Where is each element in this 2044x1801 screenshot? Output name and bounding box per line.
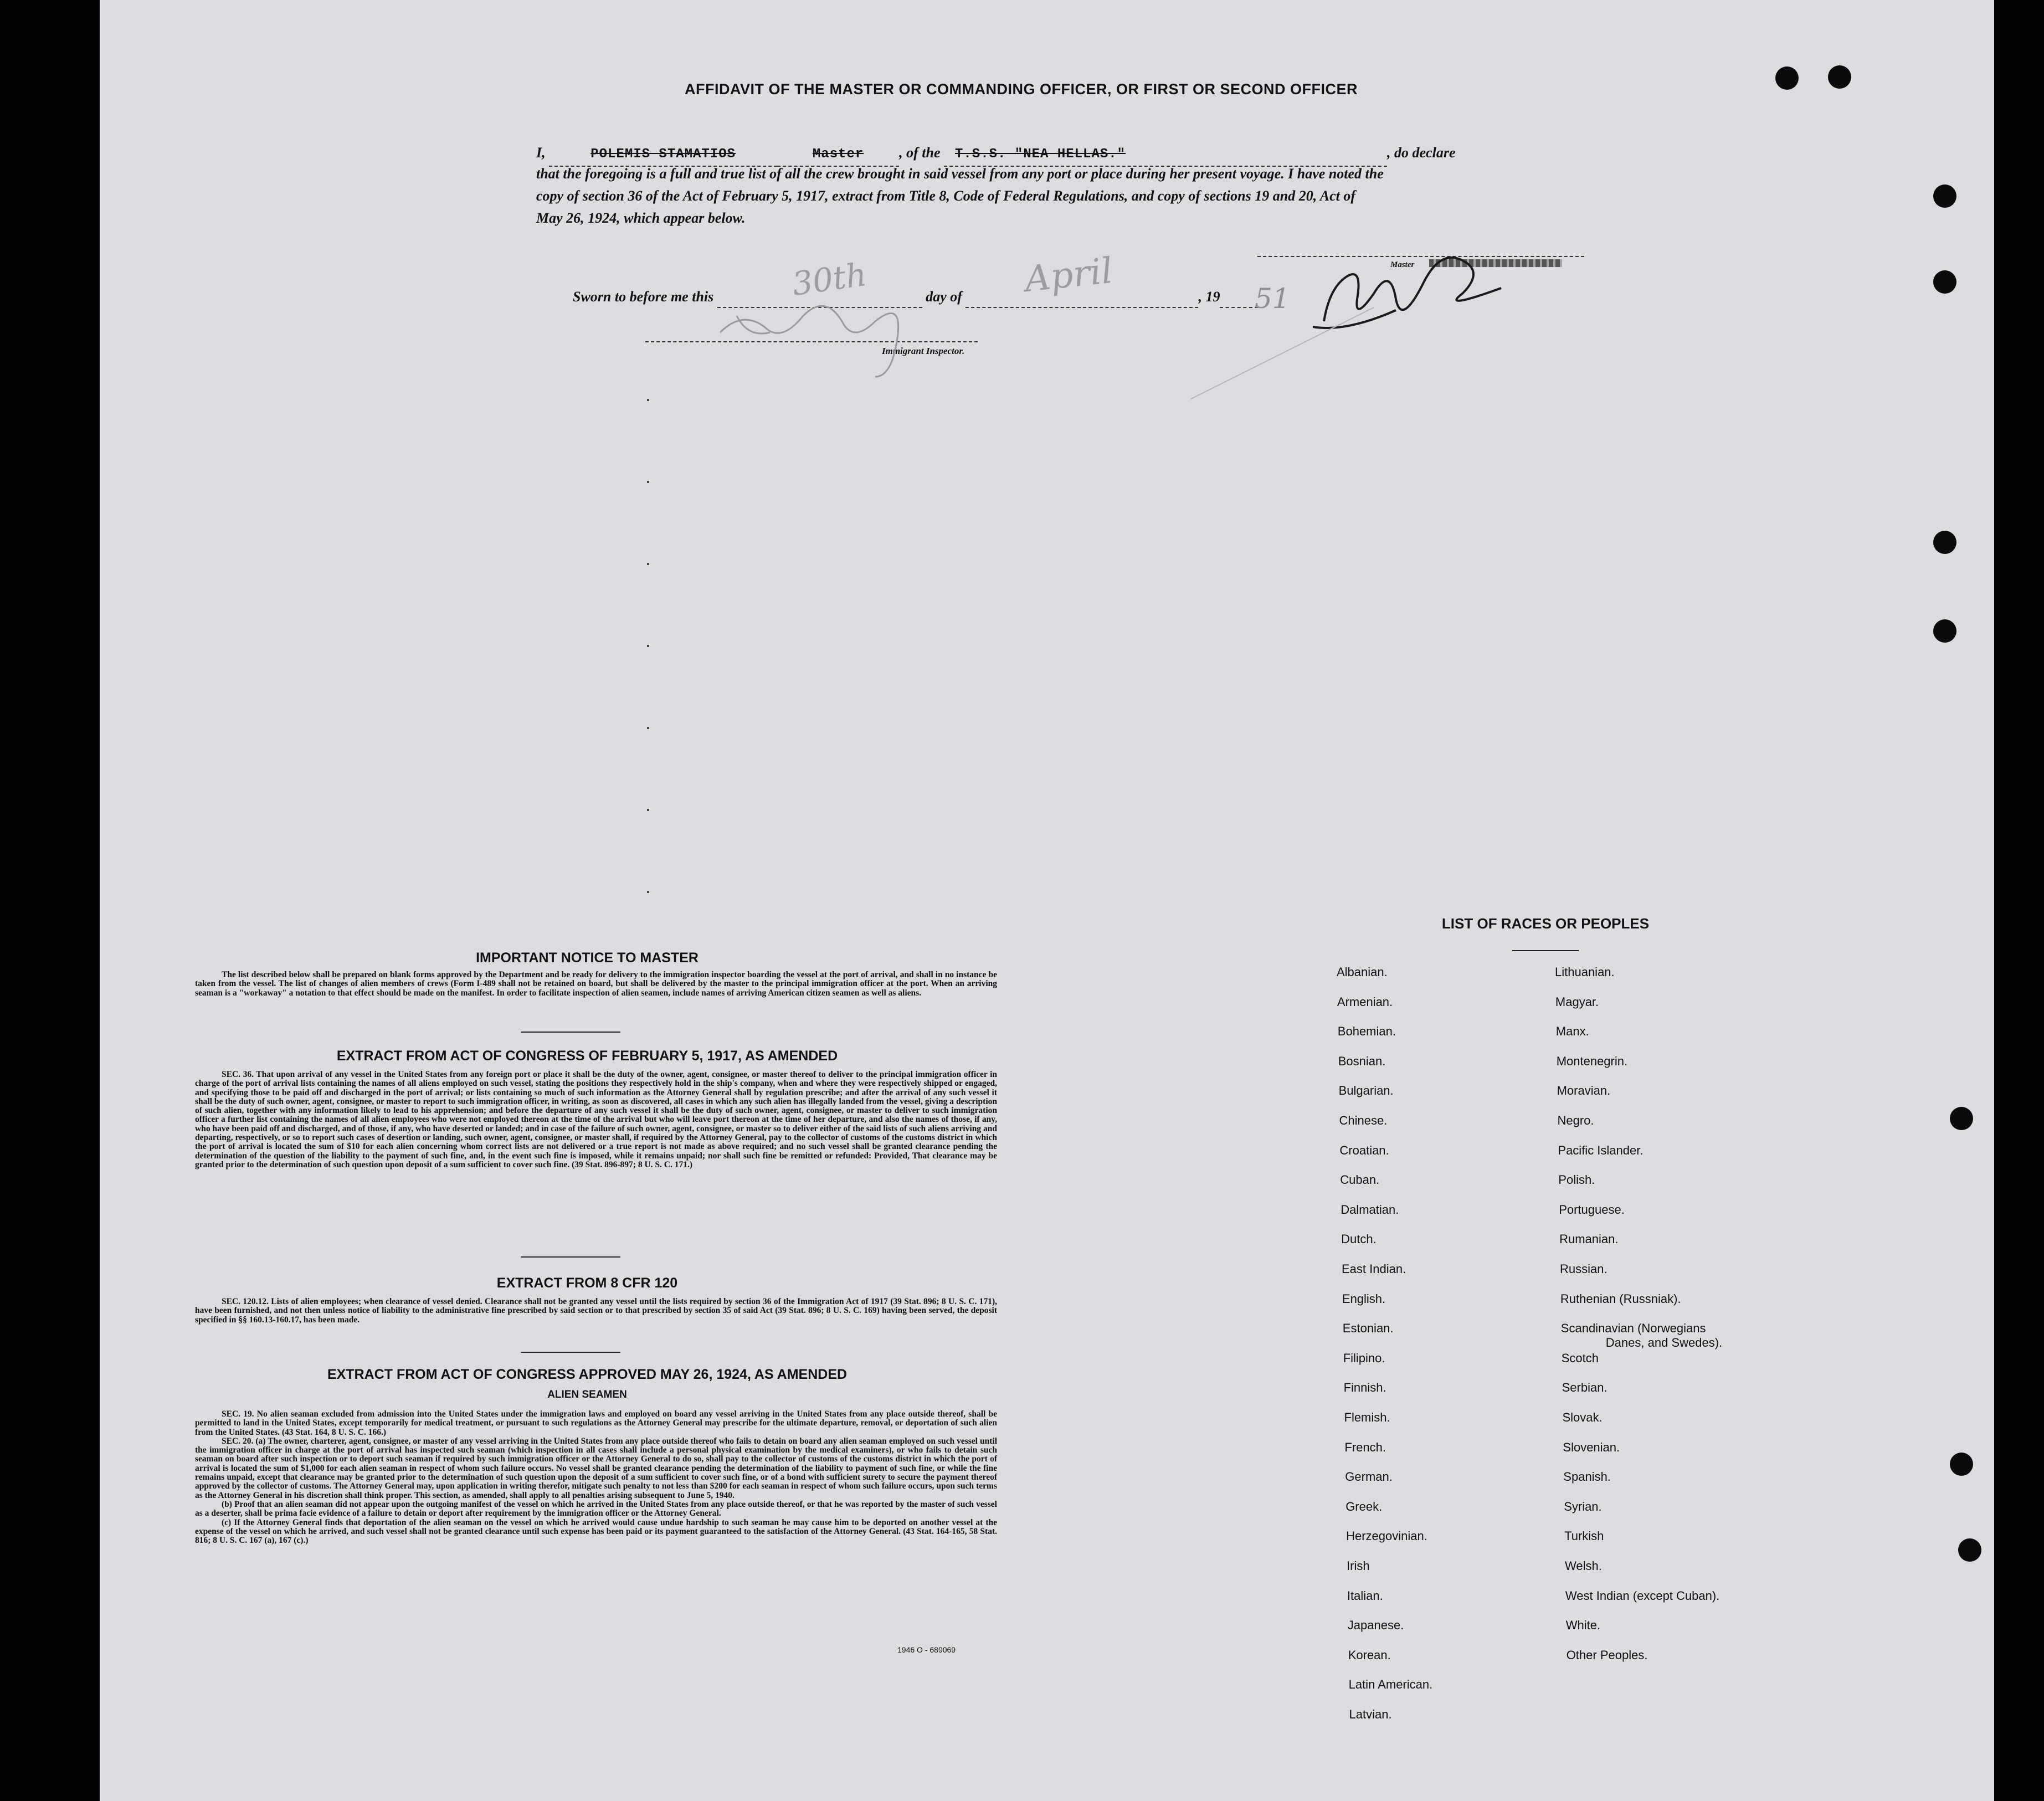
race-item: Pacific Islander. [1558,1143,1644,1157]
race-item: Portuguese. [1559,1202,1625,1217]
race-item: Dutch. [1341,1232,1377,1246]
handwritten-day: 30th [789,255,869,304]
alien-seamen-subtitle: ALIEN SEAMEN [547,1389,627,1400]
section-20c: (c) If the Attorney General finds that deportation of the alien seaman on the vessel on which he arrived would cause undue hardship to such seaman he may cause him to be deported on another vessel at the expense of the vessel on which he arrived, and such vessel shall not be granted clearance until such expense has been paid or its payment guaranteed to the satisfaction of the Attorney General. (43 Stat. 164-165, 58 Stat. 816; 8 U. S. C. 167 (a), 167 (c).) [195,1517,997,1546]
race-item: Scotch [1561,1351,1599,1365]
race-item: Cuban. [1340,1173,1380,1187]
race-item: Manx. [1555,1024,1589,1039]
race-item: Serbian. [1562,1381,1608,1395]
race-item: Negro. [1557,1114,1594,1127]
rank-value: Master [812,147,864,162]
master-name-value: POLEMIS STAMATIOS [590,147,736,162]
race-item: Russian. [1560,1262,1608,1276]
race-item: White. [1565,1618,1601,1633]
race-item: Flemish. [1344,1410,1390,1424]
declaration-body-line: May 26, 1924, which appear below. [536,210,746,226]
extract-1917-title: EXTRACT FROM ACT OF CONGRESS OF FEBRUARY 5, 1917, AS AMENDED [336,1048,838,1064]
race-item: Montenegrin. [1556,1054,1628,1068]
handwritten-year: 51 [1255,283,1290,315]
race-item: Filipino. [1343,1351,1385,1365]
extract-1917-text: SEC. 36. That upon arrival of any vessel in the United States from any foreign port or place it shall be the duty of the owner, agent, consignee, or master thereof to deliver to the principal immigration officer in charge of the port of arrival lists containing the names of all aliens employed on such vessel, stating the positions they respectively hold in the ship's company, when and where they were respectively shipped or engaged, and specifying those to be paid off and discharged in the port of arrival; or lists containing so much of such information as the Attorney General shall by regulation prescribe; and after the arrival of any such vessel it shall be the duty of such owner, agent, consignee, or master to report to such immigration officer, in writing, as soon as discovered, all cases in which any such alien has illegally landed from the vessel, giving a description of such alien, together with any information likely to lead to his apprehension; and before the departure of any such vessel it shall be the duty of such owner, agent, consignee, or master to deliver to such immigration officer a further list containing the names of all alien employees who were not employed thereon at the time of the arrival but who will leave port thereon at the time of her departure, and also the names of those, if any, who have been paid off and discharged, and of those, if any, who have deserted or landed; and in case of the failure of such owner, agent, consignee, or master so to deliver either of the said lists of such aliens arriving and departing, respectively, or so to report such cases of desertion or landing, such owner, agent, consignee, or master shall, if required by the Attorney General, pay to the collector of customs of the customs district in which the port of arrival is located the sum of $10 for each alien concerning whom correct lists are not delivered or a true report is not made as above required; and no such vessel shall be granted clearance pending the determination of the question of the liability to the payment of such fine, and, in the event such fine is imposed, while it remains unpaid; nor shall such fine be remitted or refunded: Provided, That clearance may be granted prior to the determination of such question upon deposit of a sum sufficient to cover such fine. (39 Stat. 896-897; 8 U. S. C. 171.) [195,1070,997,1169]
vessel-name: T.S.S. "NEA HELLAS." [955,147,1126,162]
race-item: Armenian. [1337,994,1393,1009]
do-declare-label: , do declare [1387,145,1456,161]
race-item: Italian. [1347,1588,1383,1603]
master-signature [1313,258,1501,328]
pencil-stroke [1191,307,1374,399]
race-item: Other Peoples. [1566,1648,1648,1662]
extract-1924-title: EXTRACT FROM ACT OF CONGRESS APPROVED MAY 26, 1924, AS AMENDED [327,1367,848,1382]
divider [521,1032,620,1033]
race-item: Estonian. [1342,1321,1394,1336]
handwritten-month: April [1023,250,1115,301]
notice-title: IMPORTANT NOTICE TO MASTER [476,950,699,966]
extract-cfr-text: SEC. 120.12. Lists of alien employees; when clearance of vessel denied. Clearance shall not be granted any vessel until the lists required by section 36 of the Immigration Act of 1917 (39 Stat. 896; 8 U. S. C. 171), have been furnished, and not then unless notice of liability to the administrative fine prescribed by said section or to that prescribed by section 35 of said Act (39 Stat. 896; 8 U. S. C. 169) having been served, the deposit specified in §§ 160.13-160.17, has been made. [195,1297,997,1325]
race-item: Greek. [1345,1499,1383,1513]
master-label: Master [1390,260,1415,269]
races-title: LIST OF RACES OR PEOPLES [1441,915,1650,932]
section-20b: (b) Proof that an alien seaman did not appear upon the outgoing manifest of the vessel on which he arrived in the United States from any place outside thereof, or that he was reported by the master of such vessel as a deserter, shall be prima facie evidence of a failure to detain or deport after requirement by the immigration officer or the Attorney General. [195,1499,997,1518]
race-item: Danes, and Swedes). [1605,1336,1723,1350]
race-item: Latin American. [1348,1677,1433,1692]
race-item: Turkish [1564,1529,1604,1543]
of-the-label: , of the [899,145,941,161]
race-item: Spanish. [1563,1470,1611,1484]
declaration-body-line: that the foregoing is a full and true list of all the crew brought in said vessel from any port or place during her present voyage. I have noted the [536,166,1384,182]
race-item: Irish [1347,1559,1370,1573]
race-item: English. [1342,1291,1386,1306]
race-item: Latvian. [1349,1707,1392,1721]
race-item: Korean. [1348,1648,1391,1662]
extract-cfr-title: EXTRACT FROM 8 CFR 120 [496,1275,678,1291]
day-of-label: day of [926,289,962,305]
race-item: Croatian. [1339,1143,1389,1157]
sworn-label: Sworn to before me this [573,289,714,305]
race-item: Welsh. [1565,1559,1602,1573]
inspector-signature [720,306,898,377]
declaration-body-line: copy of section 36 of the Act of February 5, 1917, extract from Title 8, Code of Federal Regulations, and copy of sections 19 and 20, Act of [536,188,1355,204]
race-item: Dalmatian. [1341,1202,1399,1217]
race-item: Polish. [1558,1173,1595,1187]
race-item: Bosnian. [1338,1054,1386,1068]
race-item: West Indian (except Cuban). [1565,1588,1720,1603]
race-item: Slovenian. [1563,1440,1620,1454]
race-item: Chinese. [1339,1114,1388,1127]
divider [521,1256,620,1258]
print-code: 1946 O - 689069 [897,1645,956,1654]
race-item: Ruthenian (Russniak). [1560,1291,1681,1306]
pronoun-i: I, [536,145,546,161]
divider [521,1352,620,1353]
race-item: Bohemian. [1337,1024,1396,1039]
dot-column [647,399,649,897]
race-item: Magyar. [1555,994,1599,1009]
notice-text: The list described below shall be prepared on blank forms approved by the Department and be ready for delivery to the immigration inspector boarding the vessel at the port of arrival, and shall in no instance be taken from the vessel. The list of changes of alien members of crews (Form I-489 shall not be retained on board, but shall be delivered by the master to the principal immigration officer at the port. When an arriving seaman is a "workaway" a notation to that effect should be made on the manifest. In order to facilitate inspection of alien seamen, include names of arriving American citizen seamen as well as aliens. [195,970,997,998]
race-item: French. [1344,1440,1386,1454]
race-item: Albanian. [1337,965,1388,979]
year-prefix: , 19 [1198,289,1220,305]
race-item: Lithuanian. [1555,965,1615,979]
inspector-label: Immigrant Inspector. [882,346,965,356]
race-item: Japanese. [1347,1618,1404,1633]
race-item: Rumanian. [1559,1232,1619,1246]
race-item: Herzegovinian. [1346,1529,1427,1543]
race-item: Moravian. [1557,1084,1611,1098]
divider [1512,950,1579,951]
section-20a: SEC. 20. (a) The owner, charterer, agent, consignee, or master of any vessel arriving in the United States from any place outside thereof who fails to detain on board any alien seaman employed on such vessel until the immigration officer in charge at the port of arrival has inspected such seaman (which inspection in all cases shall include a personal physical examination by the medical examiners), or who fails to detain such seaman on board after such inspection or to deport such seaman if required by such immigration officer or the Attorney General to do so, shall pay to the collector of customs of the customs district in which the port of arrival is located the sum of $1,000 for each alien seaman in respect of whom such failure occurs. No vessel shall be granted clearance pending the determination of the liability to payment of such fine, or while the fine remains unpaid, except that clearance may be granted prior to the determination of such question upon the deposit of a sum sufficient to cover such fine, or of a bond with sufficient surety to secure the payment thereof approved by the collector of customs. The Attorney General may, upon application in writing therefor, mitigate such penalty to not less than $200 for each seaman in respect of whom such failure occurs, upon such terms as the Attorney General in his discretion shall think proper. This section, as amended, shall apply to all penalties arising subsequent to June 5, 1940. [195,1436,997,1500]
section-19: SEC. 19. No alien seaman excluded from admission into the United States under the immigration laws and employed on board any vessel arriving in the United States from any place outside thereof, shall be permitted to land in the United States, except temporarily for medical treatment, or pursuant to such regulations as the Attorney General may prescribe for the ultimate departure, removal, or deportation of such alien from the United States. (43 Stat. 164, 8 U. S. C. 166.) [195,1409,997,1437]
race-item: Finnish. [1343,1381,1386,1395]
race-item: Slovak. [1562,1410,1603,1424]
affidavit-title: AFFIDAVIT OF THE MASTER OR COMMANDING OFFICER, OR FIRST OR SECOND OFFICER [685,81,1358,98]
race-item: Syrian. [1564,1499,1602,1513]
race-item: German. [1345,1470,1393,1484]
race-item: East Indian. [1342,1262,1406,1276]
extract-1924-text [195,1410,997,1545]
race-item: Scandinavian (Norwegians [1560,1321,1706,1336]
race-item: Bulgarian. [1338,1084,1394,1098]
